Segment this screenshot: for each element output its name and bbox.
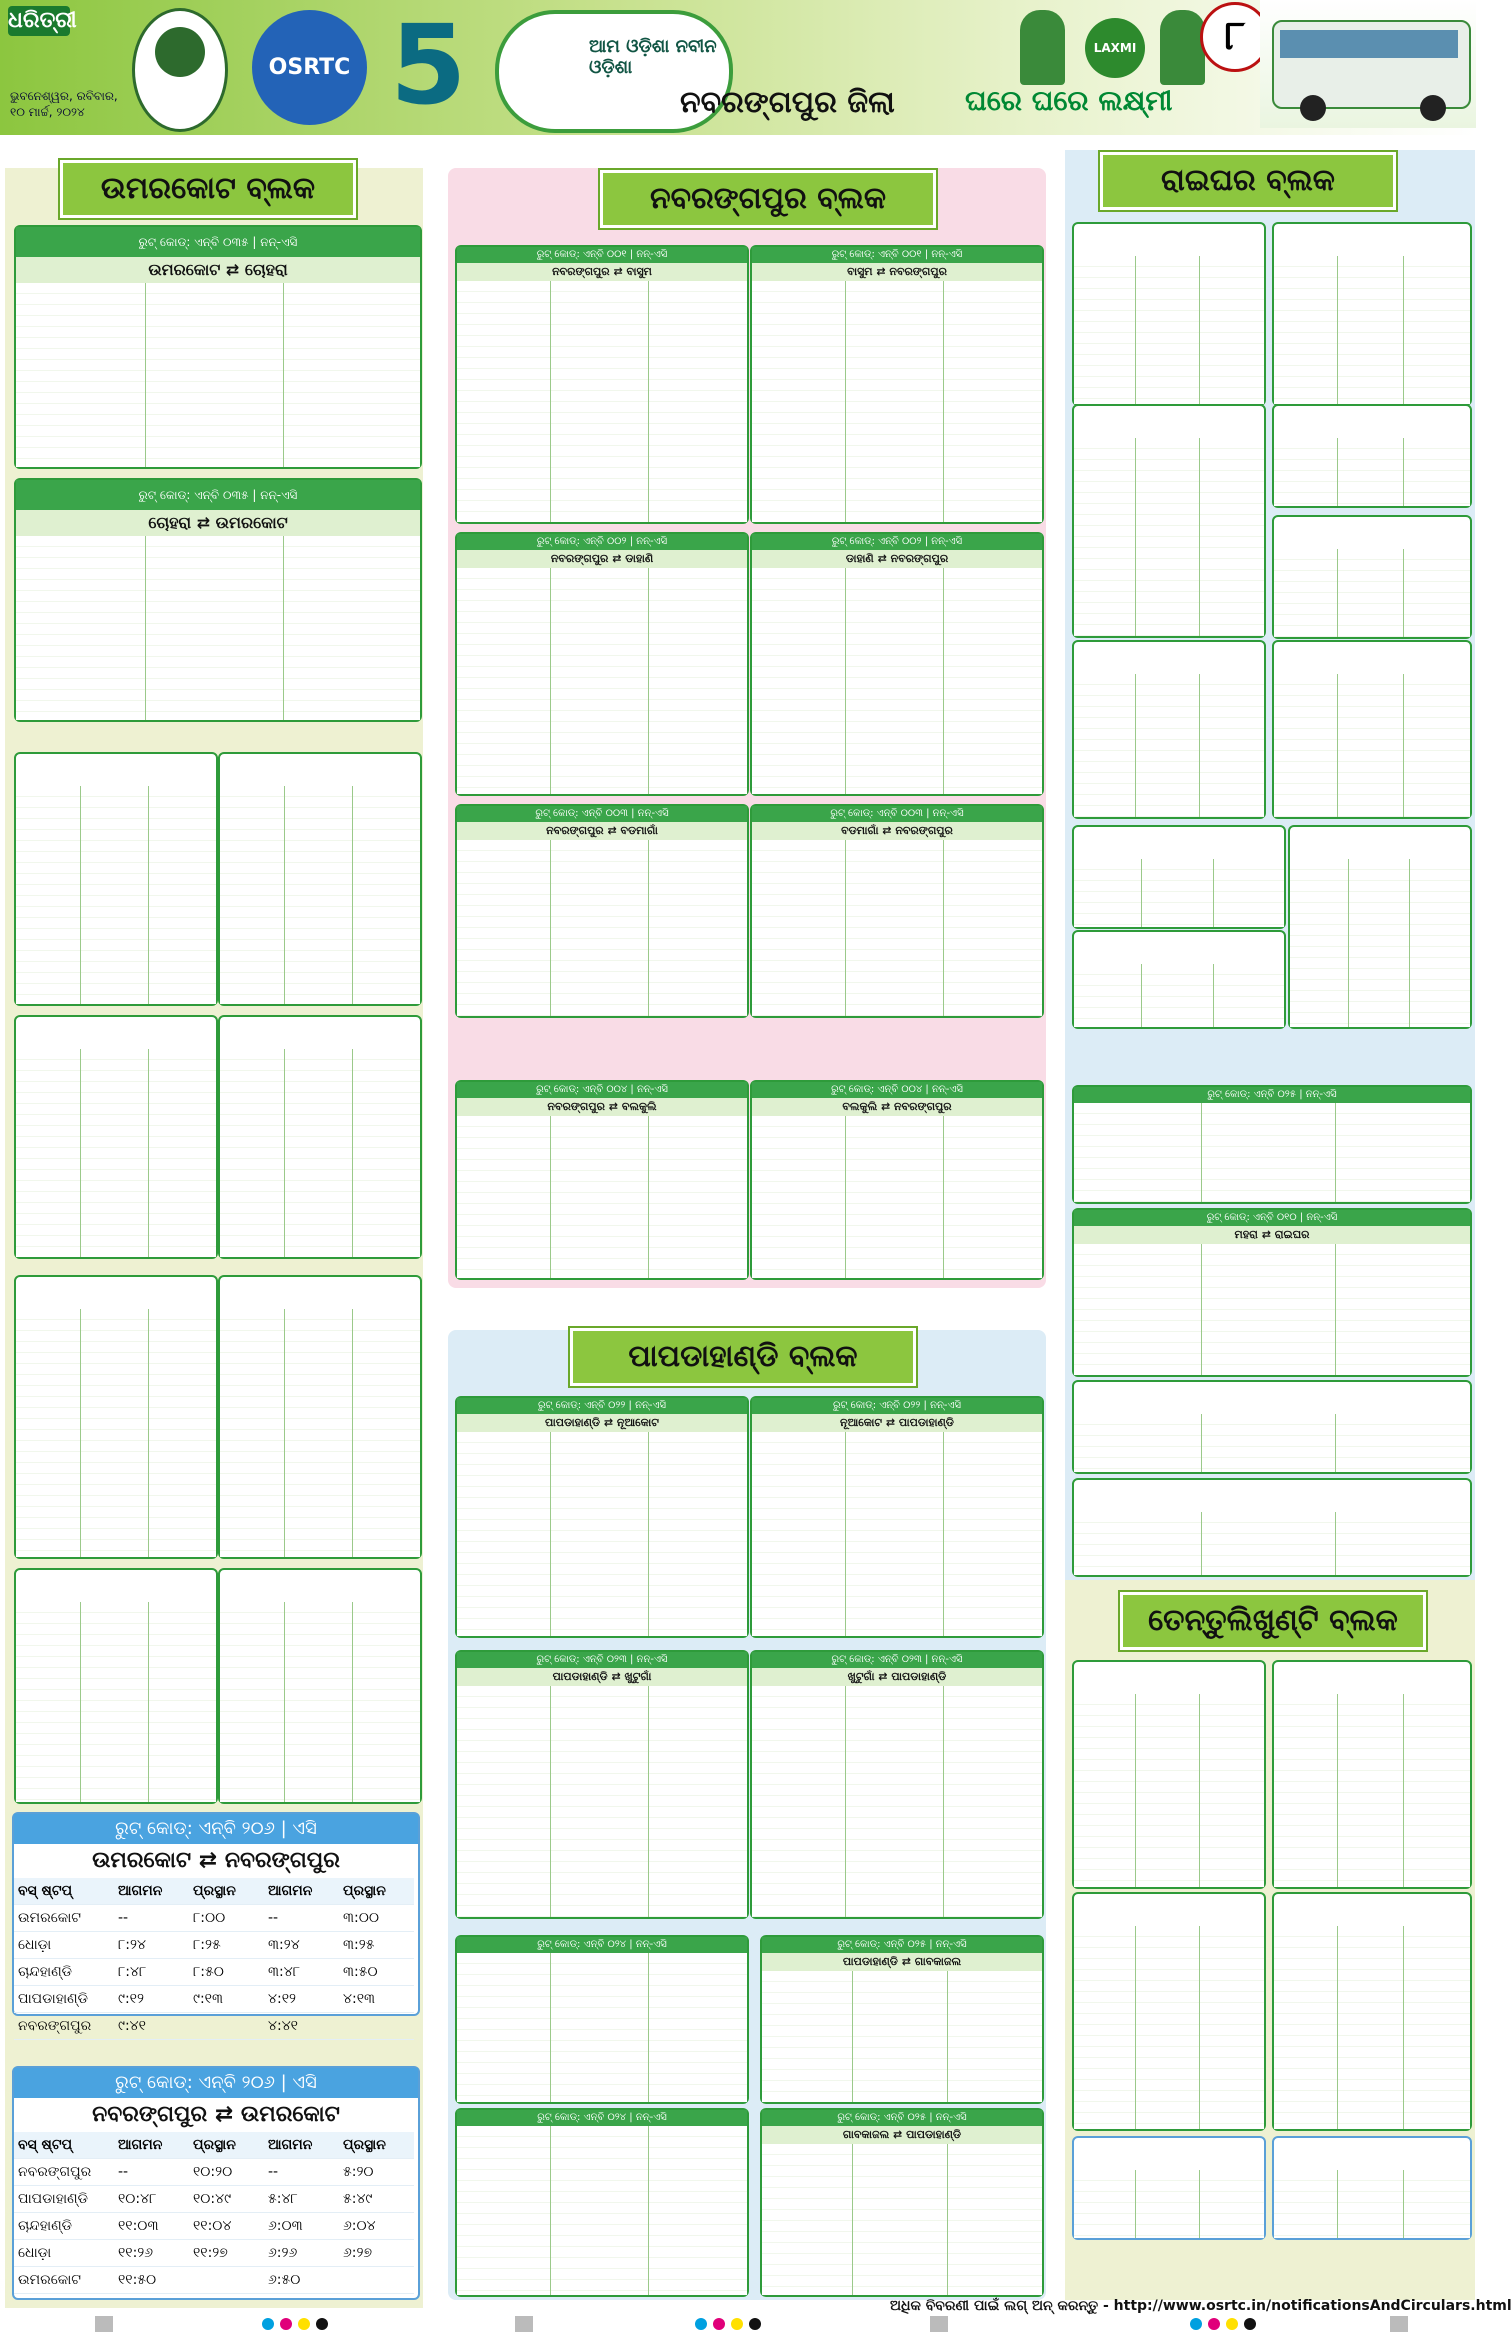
route-code: ରୁଟ୍ କୋଡ୍: ଏନ୍‌ବି ୦୨୩ | ନନ୍-ଏସି: [752, 1652, 1042, 1668]
time-cell: ୩:୪୮: [264, 1959, 339, 1986]
route-table: [1072, 404, 1266, 638]
color-dot: [1244, 2318, 1256, 2330]
time-cell: ୧୧:୦୪: [189, 2213, 264, 2240]
route-table-ac: [12, 1812, 420, 2034]
col-header: ପ୍ରସ୍ଥାନ: [189, 1878, 264, 1905]
dateline: ଭୁବନେଶ୍ୱର, ରବିବାର, ୧୦ ମାର୍ଚ୍ଚ, ୨୦୨୪: [10, 89, 118, 119]
route-code: ରୁଟ୍ କୋଡ୍: ଏନ୍‌ବି ୦୩୫ | ନନ୍-ଏସି: [16, 227, 420, 257]
route-table: [455, 1650, 749, 1919]
route-code: ରୁଟ୍ କୋଡ୍: ଏନ୍‌ବି ୦୦୩ | ନନ୍-ଏସି: [752, 806, 1042, 822]
bus-image: [1260, 0, 1476, 128]
route-name: ଖୁଟୁଗାଁ ⇄ ପାପଡାହାଣ୍ଡି: [752, 1668, 1042, 1686]
route-name: ନବରଙ୍ଗପୁର ⇄ ବଲକୁଲି: [457, 1098, 747, 1116]
time-cell: ୫:୨୦: [339, 2159, 414, 2186]
stop-name: ନବରଙ୍ଗପୁର: [14, 2159, 114, 2186]
time-cell: ୧୧:୦୩: [114, 2213, 189, 2240]
route-table: [455, 1080, 749, 1280]
route-code: ରୁଟ୍ କୋଡ୍: ଏନ୍‌ବି ୦୦୩ | ନନ୍-ଏସି: [457, 806, 747, 822]
route-table: [750, 1080, 1044, 1280]
district-title: ନବରଙ୍ଗପୁର ଜିଲା: [680, 85, 895, 120]
stop-name: ନବରଙ୍ଗପୁର: [14, 2013, 114, 2040]
time-cell: ୪:୧୨: [264, 1986, 339, 2013]
route-code: ରୁଟ୍ କୋଡ୍: ଏନ୍‌ବି ୦୧୦ | ନନ୍-ଏସି: [1074, 1210, 1470, 1226]
time-cell: ୫:୪୯: [339, 2186, 414, 2213]
route-table: [1072, 1085, 1472, 1204]
time-cell: [189, 2013, 264, 2040]
time-cell: ୧୧:୨୬: [114, 2240, 189, 2267]
figure-icon: [1160, 10, 1205, 85]
color-dot: [713, 2318, 725, 2330]
col-header: ପ୍ରସ୍ଥାନ: [339, 1878, 414, 1905]
color-dot: [1208, 2318, 1220, 2330]
route-table: [1072, 825, 1286, 929]
route-table: [1272, 404, 1472, 508]
route-table: [750, 804, 1044, 1018]
route-name: ନବରଙ୍ଗପୁର ⇄ ବଡମାଗାଁ: [457, 822, 747, 840]
route-name: ବାସୁମ ⇄ ନବରଙ୍ଗପୁର: [752, 263, 1042, 281]
route-table: [455, 245, 749, 524]
registration-mark: [1390, 2316, 1408, 2332]
route-name: ପାପଡାହାଣ୍ଡି ⇄ ଗାବକାଜଲ: [762, 1953, 1042, 1971]
route-name: ମହରା ⇄ ରାଇଘର: [1074, 1226, 1470, 1244]
route-table: [455, 2108, 749, 2297]
route-table: [218, 752, 422, 1006]
route-table: [455, 532, 749, 796]
route-table: [1072, 1380, 1472, 1474]
stop-name: ଧୋଡ଼ା: [14, 2240, 114, 2267]
color-dot: [316, 2318, 328, 2330]
col-header: ଆଗମନ: [264, 2132, 339, 2159]
time-cell: ୮:୨୪: [114, 1932, 189, 1959]
route-table: [14, 478, 422, 722]
route-code: ରୁଟ୍ କୋଡ୍: ଏନ୍‌ବି ୦୨୫ | ନନ୍-ଏସି: [762, 1937, 1042, 1953]
col-header: ପ୍ରସ୍ଥାନ: [339, 2132, 414, 2159]
time-cell: ୪:୪୧: [264, 2013, 339, 2040]
route-table: [750, 1650, 1044, 1919]
color-dot: [298, 2318, 310, 2330]
route-table: [1072, 1478, 1472, 1577]
route-name: ଉମରକୋଟ ⇄ ନବରଙ୍ଗପୁର: [14, 1844, 418, 1878]
time-cell: ୮:୪୮: [114, 1959, 189, 1986]
route-name: ନବରଙ୍ଗପୁର ⇄ ଡାହାଣି: [457, 550, 747, 568]
block-title-tentulikhunti: ତେନ୍ତୁଲିଖୁଣ୍ଟି ବ୍ଲକ: [1120, 1592, 1426, 1650]
route-code: ରୁଟ୍ କୋଡ୍: ଏନ୍‌ବି ୨୦୬ | ଏସି: [14, 2068, 418, 2098]
route-table: [1072, 1892, 1266, 2131]
route-name: ପାପଡାହାଣ୍ଡି ⇄ ନୂଆକୋଟ: [457, 1414, 747, 1432]
route-table: [750, 532, 1044, 796]
time-cell: ୧୧:୨୭: [189, 2240, 264, 2267]
newspaper-logo: ଧରିତ୍ରୀ: [8, 6, 70, 36]
route-table: [1272, 640, 1472, 819]
stop-name: ପାପଡାହାଣ୍ଡି: [14, 1986, 114, 2013]
route-table: [1272, 2136, 1472, 2240]
odisha-emblem: [132, 8, 228, 132]
route-table: [1072, 1660, 1266, 1889]
route-code: ରୁଟ୍ କୋଡ୍: ଏନ୍‌ବି ୦୦୧ | ନନ୍-ଏସି: [752, 247, 1042, 263]
route-code: ରୁଟ୍ କୋଡ୍: ଏନ୍‌ବି ୦୨୨ | ନନ୍-ଏସି: [752, 1398, 1042, 1414]
color-dot: [1226, 2318, 1238, 2330]
route-code: ରୁଟ୍ କୋଡ୍: ଏନ୍‌ବି ୦୩୫ | ନନ୍-ଏସି: [16, 480, 420, 510]
route-table: [1272, 515, 1472, 639]
route-name: ନବରଙ୍ଗପୁର ⇄ ବାସୁମ: [457, 263, 747, 281]
route-table: [455, 1935, 749, 2104]
time-cell: ୬:୨୭: [339, 2240, 414, 2267]
time-cell: --: [114, 1905, 189, 1932]
route-table: [760, 1935, 1044, 2104]
laxmi-scheme-logo: [1000, 10, 1230, 90]
route-table: [1272, 1892, 1472, 2131]
time-cell: --: [114, 2159, 189, 2186]
route-table: [750, 1396, 1044, 1638]
route-name: ବଡମାଗାଁ ⇄ ନବରଙ୍ଗପୁର: [752, 822, 1042, 840]
route-table: [218, 1275, 422, 1559]
col-header: ଆଗମନ: [114, 1878, 189, 1905]
time-cell: ୩:୫୦: [339, 1959, 414, 1986]
route-table: [14, 1275, 218, 1559]
laxmi-logo: LAXMI: [1085, 18, 1145, 78]
route-table: [750, 245, 1044, 524]
time-cell: ୯:୪୧: [114, 2013, 189, 2040]
time-cell: [339, 2267, 414, 2294]
col-header: ଆଗମନ: [264, 1878, 339, 1905]
footer-url-text: ଅଧିକ ବିବରଣୀ ପାଇଁ ଲଗ୍ ଅନ୍ କରନ୍ତୁ - http://www.osrtc.in/notificationsAndCirculars.html: [890, 2298, 1512, 2314]
time-cell: ୯:୧୨: [114, 1986, 189, 2013]
route-name: ଗାବକାଜଲ ⇄ ପାପଡାହାଣ୍ଡି: [762, 2126, 1042, 2144]
time-cell: ୪:୧୩: [339, 1986, 414, 2013]
registration-mark: [930, 2316, 948, 2332]
route-name: ଡାହାଣି ⇄ ନବରଙ୍ଗପୁର: [752, 550, 1042, 568]
time-cell: ୮:୦୦: [189, 1905, 264, 1932]
scheme-slogan: ଘରେ ଘରେ ଲକ୍ଷ୍ମୀ: [965, 84, 1173, 117]
route-code: ରୁଟ୍ କୋଡ୍: ଏନ୍‌ବି ୦୨୩ | ନନ୍-ଏସି: [457, 1652, 747, 1668]
route-code: ରୁଟ୍ କୋଡ୍: ଏନ୍‌ବି ୦୨୪ | ନନ୍-ଏସି: [457, 2110, 747, 2126]
route-table: [1288, 825, 1472, 1029]
route-table: [1072, 640, 1266, 819]
stop-name: ଧୋଡ଼ା: [14, 1932, 114, 1959]
route-table: [760, 2108, 1044, 2297]
time-cell: ୧୧:୫୦: [114, 2267, 189, 2294]
registration-mark: [95, 2316, 113, 2332]
time-cell: ୩:୨୪: [264, 1932, 339, 1959]
color-dot: [731, 2318, 743, 2330]
block-title-nabarangpur: ନବରଙ୍ଗପୁର ବ୍ଲକ: [600, 170, 936, 228]
route-code: ରୁଟ୍ କୋଡ୍: ଏନ୍‌ବି ୦୦୧ | ନନ୍-ଏସି: [457, 247, 747, 263]
route-table: [14, 1015, 218, 1259]
route-table: [1072, 930, 1286, 1029]
osrtc-logo: OSRTC: [252, 10, 367, 125]
route-code: ରୁଟ୍ କୋଡ୍: ଏନ୍‌ବି ୦୨୪ | ନନ୍-ଏସି: [457, 1937, 747, 1953]
col-header: ବସ୍ ଷ୍ଟପ୍: [14, 2132, 114, 2159]
time-cell: ୫:୪୮: [264, 2186, 339, 2213]
stop-name: ଉମରକୋଟ: [14, 2267, 114, 2294]
stop-name: ଚାନ୍ଦହାଣ୍ଡି: [14, 1959, 114, 1986]
route-table: [14, 225, 422, 469]
route-code: ରୁଟ୍ କୋଡ୍: ଏନ୍‌ବି ୦୦୨ | ନନ୍-ଏସି: [752, 534, 1042, 550]
five-t-logo: 5: [390, 1, 467, 129]
registration-mark: [515, 2316, 533, 2332]
timetable-grid: [14, 1878, 418, 2040]
col-header: ଆଗମନ: [114, 2132, 189, 2159]
route-table: [455, 1396, 749, 1638]
route-code: ରୁଟ୍ କୋଡ୍: ଏନ୍‌ବି ୦୨୫ | ନନ୍-ଏସି: [1074, 1087, 1470, 1103]
color-dot: [280, 2318, 292, 2330]
ama-odisha-text: ଆମ ଓଡ଼ିଶା ନବୀନ ଓଡ଼ିଶା: [589, 36, 717, 78]
col-header: ପ୍ରସ୍ଥାନ: [189, 2132, 264, 2159]
route-table: [218, 1015, 422, 1259]
route-code: ରୁଟ୍ କୋଡ୍: ଏନ୍‌ବି ୦୨୨ | ନନ୍-ଏସି: [457, 1398, 747, 1414]
route-table: [1272, 1660, 1472, 1889]
color-dot: [1190, 2318, 1202, 2330]
route-code: ରୁଟ୍ କୋଡ୍: ଏନ୍‌ବି ୦୦୨ | ନନ୍-ଏସି: [457, 534, 747, 550]
color-dot: [695, 2318, 707, 2330]
route-table: [1072, 1208, 1472, 1377]
route-table: [14, 752, 218, 1006]
time-cell: ୬:୦୪: [339, 2213, 414, 2240]
time-cell: ୮:୨୫: [189, 1932, 264, 1959]
stop-name: ଉମରକୋଟ: [14, 1905, 114, 1932]
stop-name: ପାପଡାହାଣ୍ଡି: [14, 2186, 114, 2213]
time-cell: ୬:୨୬: [264, 2240, 339, 2267]
stop-name: ଚାନ୍ଦହାଣ୍ଡି: [14, 2213, 114, 2240]
page-number: ୮: [1200, 2, 1270, 72]
route-table: [1072, 222, 1266, 406]
route-name: ବଲକୁଲି ⇄ ନବରଙ୍ଗପୁର: [752, 1098, 1042, 1116]
time-cell: ୩:୦୦: [339, 1905, 414, 1932]
route-table: [218, 1568, 422, 1804]
time-cell: [189, 2267, 264, 2294]
block-title-raighar: ରାଇଘର ବ୍ଲକ: [1100, 152, 1396, 210]
page-header: [0, 0, 1476, 135]
time-cell: ୩:୨୫: [339, 1932, 414, 1959]
route-table: [14, 1568, 218, 1804]
color-dot: [262, 2318, 274, 2330]
route-name: ପାପଡାହାଣ୍ଡି ⇄ ଖୁଟୁଗାଁ: [457, 1668, 747, 1686]
route-name: ଚୋହରା ⇄ ଉମରକୋଟ: [16, 510, 420, 536]
figure-icon: [1020, 10, 1065, 85]
time-cell: --: [264, 1905, 339, 1932]
route-table-ac: [12, 2066, 420, 2300]
route-code: ରୁଟ୍ କୋଡ୍: ଏନ୍‌ବି ୦୦୪ | ନନ୍-ଏସି: [752, 1082, 1042, 1098]
color-dot: [749, 2318, 761, 2330]
route-table: [1272, 222, 1472, 406]
time-cell: ୯:୧୩: [189, 1986, 264, 2013]
route-name: ନବରଙ୍ଗପୁର ⇄ ଉମରକୋଟ: [14, 2098, 418, 2132]
col-header: ବସ୍ ଷ୍ଟପ୍: [14, 1878, 114, 1905]
time-cell: --: [264, 2159, 339, 2186]
time-cell: ୬:୫୦: [264, 2267, 339, 2294]
block-title-papadahandi: ପାପଡାହାଣ୍ଡି ବ୍ଲକ: [570, 1328, 916, 1386]
timetable-grid: [14, 2132, 418, 2294]
route-code: ରୁଟ୍ କୋଡ୍: ଏନ୍‌ବି ୦୦୪ | ନନ୍-ଏସି: [457, 1082, 747, 1098]
time-cell: [339, 2013, 414, 2040]
route-name: ନୂଆକୋଟ ⇄ ପାପଡାହାଣ୍ଡି: [752, 1414, 1042, 1432]
route-table: [1072, 2136, 1266, 2240]
route-code: ରୁଟ୍ କୋଡ୍: ଏନ୍‌ବି ୨୦୬ | ଏସି: [14, 1814, 418, 1844]
route-code: ରୁଟ୍ କୋଡ୍: ଏନ୍‌ବି ୦୨୫ | ନନ୍-ଏସି: [762, 2110, 1042, 2126]
time-cell: ୬:୦୩: [264, 2213, 339, 2240]
block-title-umerkote: ଉମରକୋଟ ବ୍ଲକ: [60, 160, 356, 218]
route-name: ଉମରକୋଟ ⇄ ଚୋହରା: [16, 257, 420, 283]
time-cell: ୮:୫୦: [189, 1959, 264, 1986]
time-cell: ୧୦:୪୯: [189, 2186, 264, 2213]
time-cell: ୧୦:୪୮: [114, 2186, 189, 2213]
route-table: [455, 804, 749, 1018]
time-cell: ୧୦:୨୦: [189, 2159, 264, 2186]
